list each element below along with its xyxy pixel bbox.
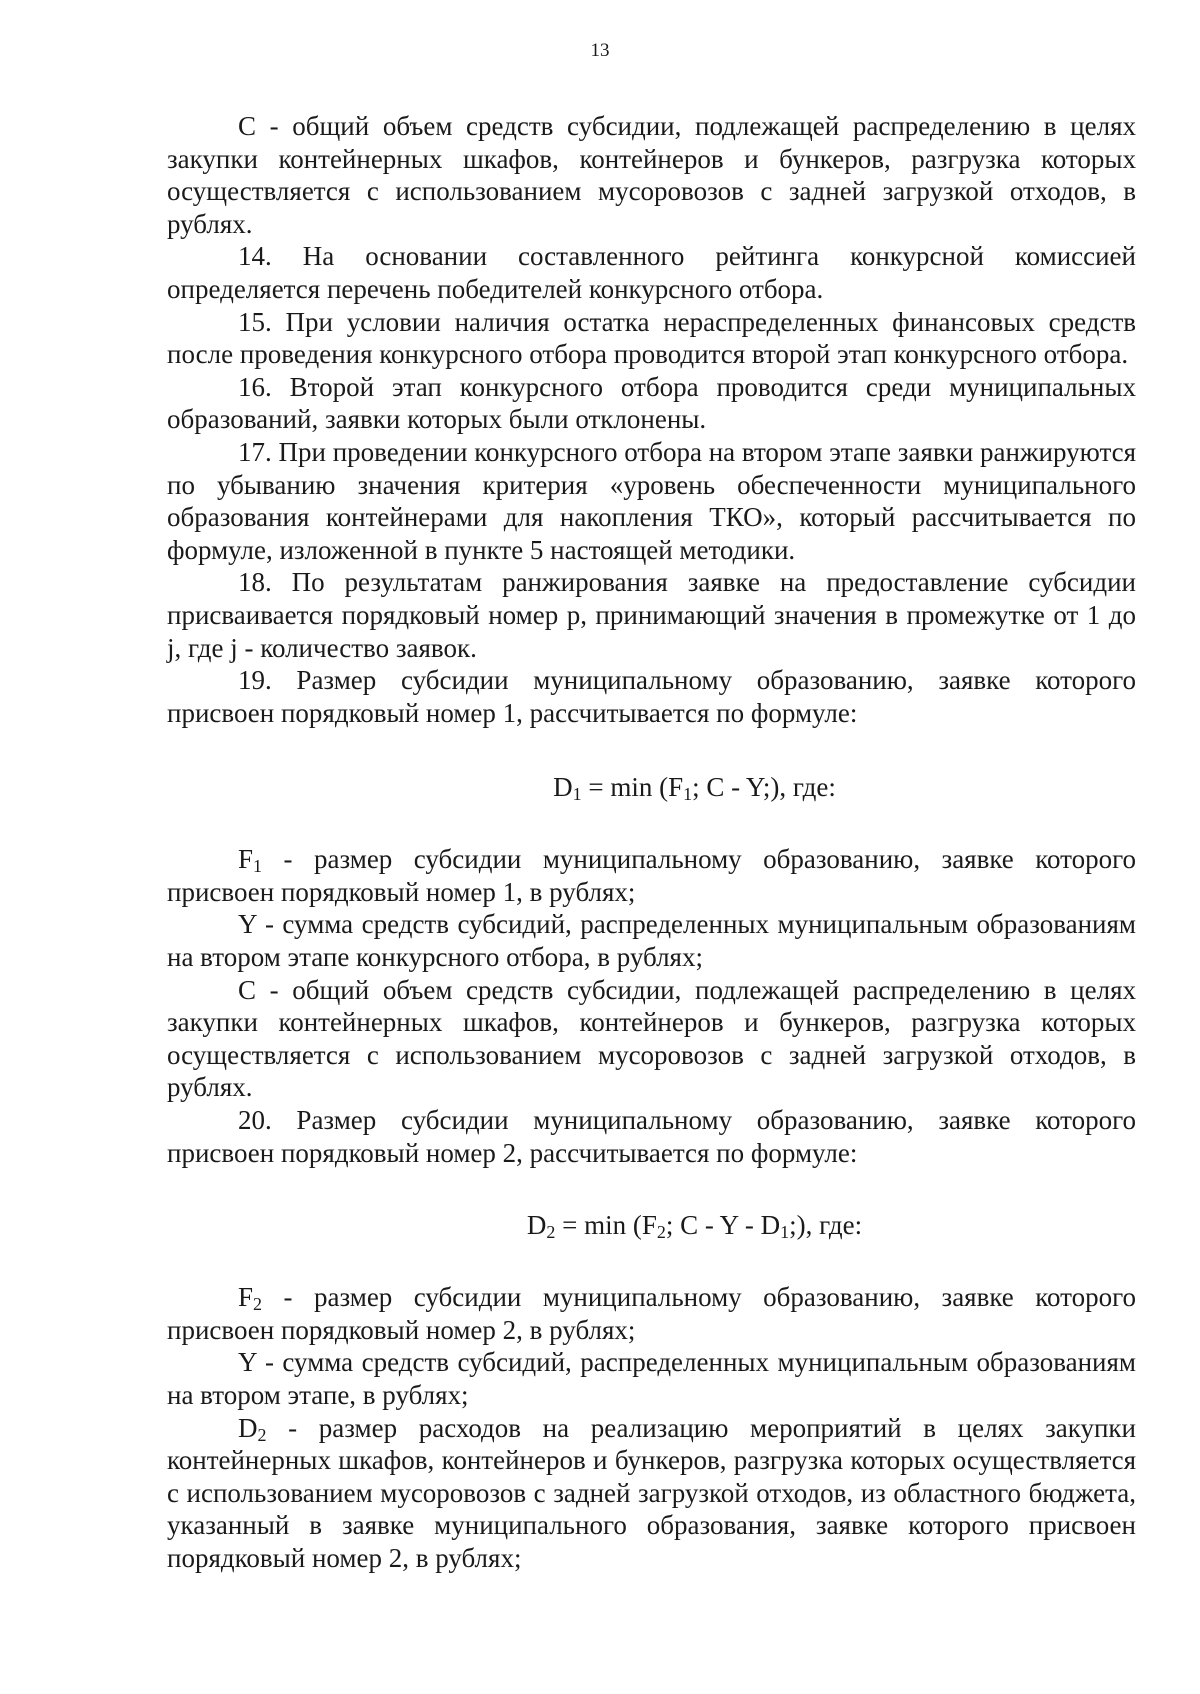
paragraph-15: 15. При условии наличия остатка нераспределенных финансовых средств после проведения конкурсного отбора проводится второй этап конкурсного отбора. bbox=[167, 306, 1136, 370]
definition-f1-text: - размер субсидии муниципальному образованию, заявке которого присвоен порядковый номер 1, в рублях; bbox=[167, 844, 1136, 907]
definition-f1 bbox=[167, 843, 1136, 908]
definition-d2-symbol: D bbox=[238, 1412, 258, 1443]
definition-c bbox=[167, 974, 1136, 1104]
definition-y-text: - сумма средств субсидий, распределенных муниципальным образованиям на втором этапе конкурсного отбора, в рублях; bbox=[167, 909, 1136, 973]
document-body bbox=[167, 110, 1136, 1575]
formula-d2-part2-sub: 1 bbox=[780, 1222, 790, 1243]
definition-f1-sub: 1 bbox=[253, 856, 263, 877]
paragraph-17: 17. При проведении конкурсного отбора на втором этапе заявки ранжируются по убыванию значения критерия «уровень обеспеченности муниципального образования контейнерами для накопления ТКО», который рассчитывается по формуле, изложенной в пункте 5 настоящей методики. bbox=[167, 436, 1136, 565]
formula-d1-lhs: D bbox=[553, 772, 573, 803]
definition-f2-symbol: F bbox=[238, 1282, 254, 1313]
definition-y-second bbox=[167, 1346, 1136, 1411]
formula-d2-rest: ;), где: bbox=[789, 1210, 863, 1241]
formula-d1-lhs-sub: 1 bbox=[572, 784, 582, 805]
paragraph-18: 18. По результатам ранжирования заявке на предоставление субсидии присваивается порядковый номер p, принимающий значения в промежутке от 1 до j, где j - количество заявок. bbox=[167, 567, 1136, 663]
formula-d1-mid-sub: 1 bbox=[683, 784, 693, 805]
definition-c-symbol: С bbox=[238, 974, 257, 1005]
formula-d2-lhs: D bbox=[526, 1210, 547, 1241]
formula-d1 bbox=[167, 771, 1136, 803]
definition-y-second-text: - сумма средств субсидий, распределенных муниципальным образованиям на втором этапе, в рублях; bbox=[167, 1347, 1136, 1410]
formula-d2-part1-sub: 2 bbox=[656, 1222, 666, 1243]
paragraph-c-definition: С - общий объем средств субсидии, подлежащей распределению в целях закупки контейнерных шкафов, контейнеров и бункеров, разгрузка которых осуществляется с использованием мусоровозов с задней загрузкой отходов, в рублях. bbox=[167, 111, 1136, 239]
definition-f2-sub: 2 bbox=[253, 1294, 263, 1315]
definition-y-symbol: Y bbox=[238, 909, 257, 940]
definition-d2 bbox=[167, 1412, 1136, 1575]
definition-y bbox=[167, 908, 1136, 973]
formula-d2-part2: ; C - Y - D bbox=[665, 1210, 781, 1241]
definition-f2 bbox=[167, 1281, 1136, 1346]
formula-d2-part1: = min (F bbox=[555, 1210, 657, 1241]
formula-d2 bbox=[167, 1209, 1136, 1241]
formula-d1-rest: ; C - Y;), где: bbox=[692, 772, 836, 803]
definition-d2-sub: 2 bbox=[257, 1424, 267, 1445]
page-number: 13 bbox=[590, 40, 610, 61]
paragraph-14: 14. На основании составленного рейтинга конкурсной комиссией определяется перечень победителей конкурсного отбора. bbox=[167, 241, 1136, 304]
definition-d2-text: - размер расходов на реализацию мероприятий в целях закупки контейнерных шкафов, контейнеров и бункеров, разгрузка которых осуществляется с использованием мусоровозов с задней загрузкой отходов, из областного бюджета, указанный в заявке муниципального образования, заявке которого присвоен порядковый номер 2, в рублях; bbox=[167, 1412, 1136, 1573]
paragraph-19: 19. Размер субсидии муниципальному образованию, заявке которого присвоен порядковый номер 1, рассчитывается по формуле: bbox=[167, 665, 1136, 728]
definition-f1-symbol: F bbox=[238, 844, 254, 875]
paragraph-20: 20. Размер субсидии муниципальному образованию, заявке которого присвоен порядковый номер 2, рассчитывается по формуле: bbox=[167, 1105, 1136, 1168]
definition-c-text: - общий объем средств субсидии, подлежащей распределению в целях закупки контейнерных шкафов, контейнеров и бункеров, разгрузка которых осуществляется с использованием мусоровозов с задней загрузкой отходов, в рублях. bbox=[167, 974, 1136, 1103]
formula-d2-lhs-sub: 2 bbox=[546, 1222, 556, 1243]
definition-y-second-symbol: Y bbox=[238, 1347, 257, 1378]
formula-d1-mid: = min (F bbox=[581, 772, 684, 803]
paragraph-16: 16. Второй этап конкурсного отбора проводится среди муниципальных образований, заявки которых были отклонены. bbox=[167, 371, 1136, 435]
definition-f2-text: - размер субсидии муниципальному образованию, заявке которого присвоен порядковый номер 2, в рублях; bbox=[167, 1282, 1136, 1345]
